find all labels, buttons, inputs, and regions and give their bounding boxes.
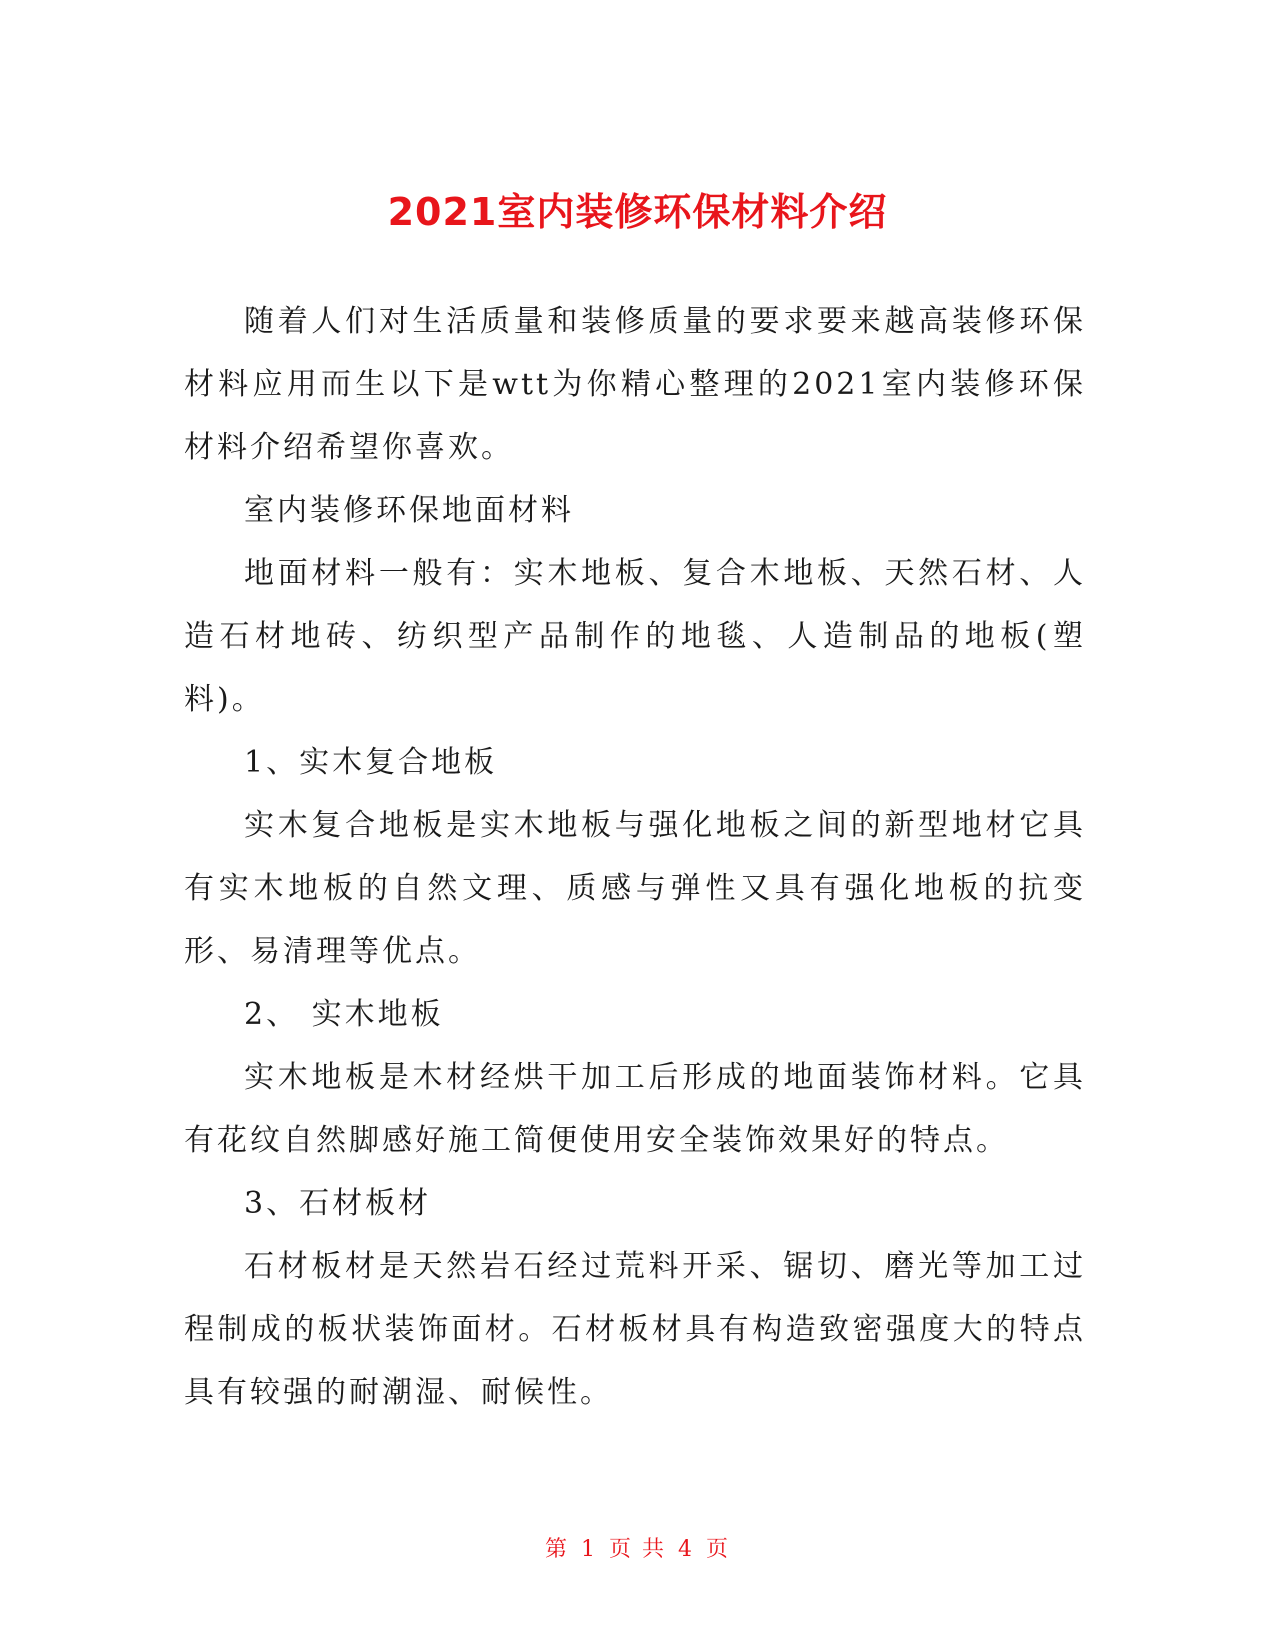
intro-paragraph: 随着人们对生活质量和装修质量的要求要来越高装修环保材料应用而生以下是wtt为你精心整理的2021室内装修环保材料介绍希望你喜欢。 bbox=[184, 304, 1086, 465]
document-title: 2021室内装修环保材料介绍 bbox=[387, 190, 888, 235]
section-heading: 室内装修环保地面材料 bbox=[244, 493, 574, 528]
footer-current-page: 1 bbox=[581, 1537, 597, 1562]
item-paragraph-1: 实木复合地板是实木地板与强化地板之间的新型地材它具有实木地板的自然文理、质感与弹性又具有强化地板的抗变形、易清理等优点。 bbox=[184, 808, 1086, 969]
footer-prefix: 第 bbox=[544, 1537, 569, 1562]
item-heading-1: 1、实木复合地板 bbox=[244, 745, 498, 780]
item-heading-3: 3、石材板材 bbox=[244, 1186, 432, 1221]
footer-total-pages: 4 bbox=[678, 1537, 694, 1562]
item-paragraph-3: 石材板材是天然岩石经过荒料开采、锯切、磨光等加工过程制成的板状装饰面材。石材板材具有构造致密强度大的特点具有较强的耐潮湿、耐候性。 bbox=[184, 1249, 1086, 1410]
footer-mid: 页 共 bbox=[609, 1537, 666, 1562]
floor-materials-paragraph: 地面材料一般有：实木地板、复合木地板、天然石材、人造石材地砖、纺织型产品制作的地毯、人造制品的地板(塑料)。 bbox=[184, 556, 1086, 717]
page-footer bbox=[0, 1535, 1275, 1565]
item-paragraph-2: 实木地板是木材经烘干加工后形成的地面装饰材料。它具有花纹自然脚感好施工简便使用安全装饰效果好的特点。 bbox=[184, 1060, 1086, 1158]
footer-suffix: 页 bbox=[706, 1537, 731, 1562]
document-body bbox=[184, 290, 1086, 1424]
item-heading-2: 2、 实木地板 bbox=[244, 997, 444, 1032]
